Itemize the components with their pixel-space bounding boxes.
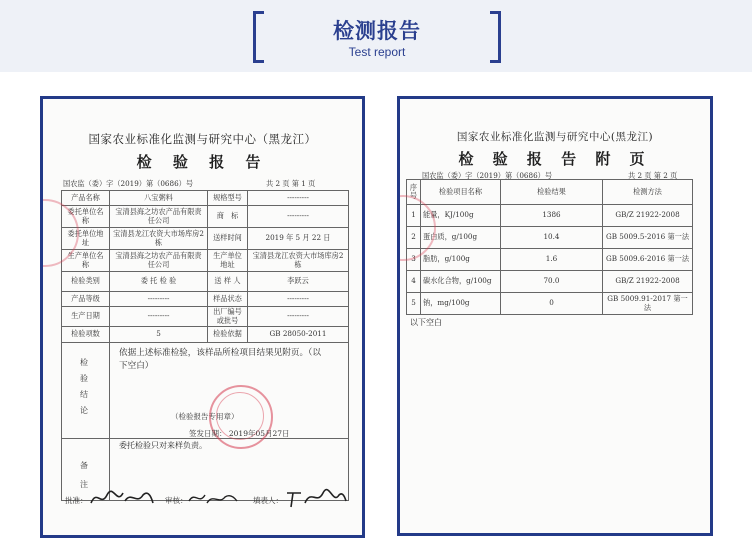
value-maker: 宝清县海之坊农产品有限责任公司 bbox=[110, 250, 208, 272]
doc-number: 国农监（委）字（2019）第（0686）号 bbox=[63, 179, 194, 188]
report-page-1[interactable] bbox=[40, 96, 365, 538]
table-row bbox=[407, 227, 693, 249]
value-client-address: 宝清县龙江农资大市场库房2栋 bbox=[110, 228, 208, 250]
label-trademark: 商 标 bbox=[208, 206, 248, 228]
label-production-date: 生产日期 bbox=[62, 307, 110, 327]
row-result: 70.0 bbox=[501, 271, 603, 293]
approver-signature bbox=[87, 485, 157, 511]
label-maker-address: 生产单位地址 bbox=[208, 250, 248, 272]
label-model: 规格型号 bbox=[208, 191, 248, 206]
header-result: 检验结果 bbox=[501, 180, 603, 205]
reviewer-label: 审核： bbox=[165, 496, 188, 505]
value-sent-time: 2019 年 5 月 22 日 bbox=[248, 228, 349, 250]
row-no: 2 bbox=[407, 227, 421, 249]
value-maker-address: 宝清县龙江农资大市场库房2栋 bbox=[248, 250, 349, 272]
row-item: 钠，mg/100g bbox=[421, 293, 501, 315]
header-item: 检验项目名称 bbox=[421, 180, 501, 205]
results-header-row bbox=[407, 180, 693, 205]
label-maker: 生产单位名称 bbox=[62, 250, 110, 272]
row-result: 10.4 bbox=[501, 227, 603, 249]
conclusion-label: 检 验 结 论 bbox=[80, 358, 88, 415]
report-title: 检 验 报 告 bbox=[136, 153, 269, 171]
appendix-page-count: 共 2 页 第 2 页 bbox=[628, 171, 678, 180]
row-item: 碳水化合物，g/100g bbox=[421, 271, 501, 293]
value-sender: 李跃云 bbox=[248, 272, 349, 292]
results-table bbox=[406, 179, 693, 315]
title-chinese: 检测报告 bbox=[333, 19, 421, 43]
value-product-name: 八宝粥料 bbox=[110, 191, 208, 206]
issue-date: 签发日期： 2019年05月27日 bbox=[189, 429, 290, 438]
row-no: 5 bbox=[407, 293, 421, 315]
preparer-signature bbox=[283, 485, 349, 511]
preparer-label: 填表人： bbox=[253, 496, 283, 505]
reviewer-signature bbox=[185, 487, 241, 509]
label-client-address: 委托单位地址 bbox=[62, 228, 110, 250]
table-row bbox=[407, 249, 693, 271]
value-model: --------- bbox=[248, 191, 349, 206]
label-sample-status: 样品状态 bbox=[208, 292, 248, 307]
row-no: 1 bbox=[407, 205, 421, 227]
report-table bbox=[61, 190, 349, 501]
blank-note: 以下空白 bbox=[410, 318, 442, 327]
value-items: 5 bbox=[110, 327, 208, 343]
label-sender: 送 样 人 bbox=[208, 272, 248, 292]
appendix-doc-number: 国农监（委）字（2019）第（0686）号 bbox=[422, 171, 553, 180]
note-text: 委托检验只对来样负责。 bbox=[119, 441, 207, 450]
label-grade: 产品等级 bbox=[62, 292, 110, 307]
conclusion-text: 依据上述标准检验，该样品所检项目结果见附页。（以下空白） bbox=[119, 348, 321, 372]
approver-label: 批准： bbox=[65, 496, 88, 505]
row-method: GB 5009.5-2016 第一法 bbox=[603, 227, 693, 249]
row-method: GB/Z 21922-2008 bbox=[603, 205, 693, 227]
label-basis: 检验依据 bbox=[208, 327, 248, 343]
report-page-2[interactable] bbox=[397, 96, 713, 536]
seal-caption: （检验报告专用章） bbox=[171, 412, 239, 421]
row-result: 0 bbox=[501, 293, 603, 315]
table-row bbox=[407, 205, 693, 227]
value-trademark: --------- bbox=[248, 206, 349, 228]
value-production-date: --------- bbox=[110, 307, 208, 327]
row-method: GB/Z 21922-2008 bbox=[603, 271, 693, 293]
label-sent-time: 送样时间 bbox=[208, 228, 248, 250]
row-no: 3 bbox=[407, 249, 421, 271]
value-grade: --------- bbox=[110, 292, 208, 307]
row-method: GB 5009.91-2017 第一法 bbox=[603, 293, 693, 315]
row-item: 蛋白质，g/100g bbox=[421, 227, 501, 249]
row-result: 1386 bbox=[501, 205, 603, 227]
label-product-name: 产品名称 bbox=[62, 191, 110, 206]
note-label: 备 注 bbox=[80, 461, 88, 490]
row-result: 1.6 bbox=[501, 249, 603, 271]
appendix-title: 检 验 报 告 附 页 bbox=[458, 150, 652, 168]
value-sample-status: --------- bbox=[248, 292, 349, 307]
value-batch: --------- bbox=[248, 307, 349, 327]
header-no: 序号 bbox=[407, 180, 421, 205]
label-batch: 出厂编号或批号 bbox=[208, 307, 248, 327]
header-method: 检测方法 bbox=[603, 180, 693, 205]
value-basis: GB 28050-2011 bbox=[248, 327, 349, 343]
label-category: 检验类别 bbox=[62, 272, 110, 292]
label-items: 检验项数 bbox=[62, 327, 110, 343]
appendix-org-name: 国家农业标准化监测与研究中心(黑龙江) bbox=[456, 131, 654, 143]
page-count: 共 2 页 第 1 页 bbox=[266, 179, 316, 188]
row-no: 4 bbox=[407, 271, 421, 293]
row-method: GB 5009.6-2016 第一法 bbox=[603, 249, 693, 271]
row-item: 脂肪，g/100g bbox=[421, 249, 501, 271]
label-client: 委托单位名称 bbox=[62, 206, 110, 228]
section-title bbox=[253, 11, 501, 61]
title-english: Test report bbox=[348, 45, 406, 59]
org-name: 国家农业标准化监测与研究中心（黑龙江） bbox=[88, 132, 317, 146]
value-client: 宝清县海之坊农产品有限责任公司 bbox=[110, 206, 208, 228]
row-item: 能量，KJ/100g bbox=[421, 205, 501, 227]
value-category: 委 托 检 验 bbox=[110, 272, 208, 292]
table-row bbox=[407, 271, 693, 293]
table-row bbox=[407, 293, 693, 315]
